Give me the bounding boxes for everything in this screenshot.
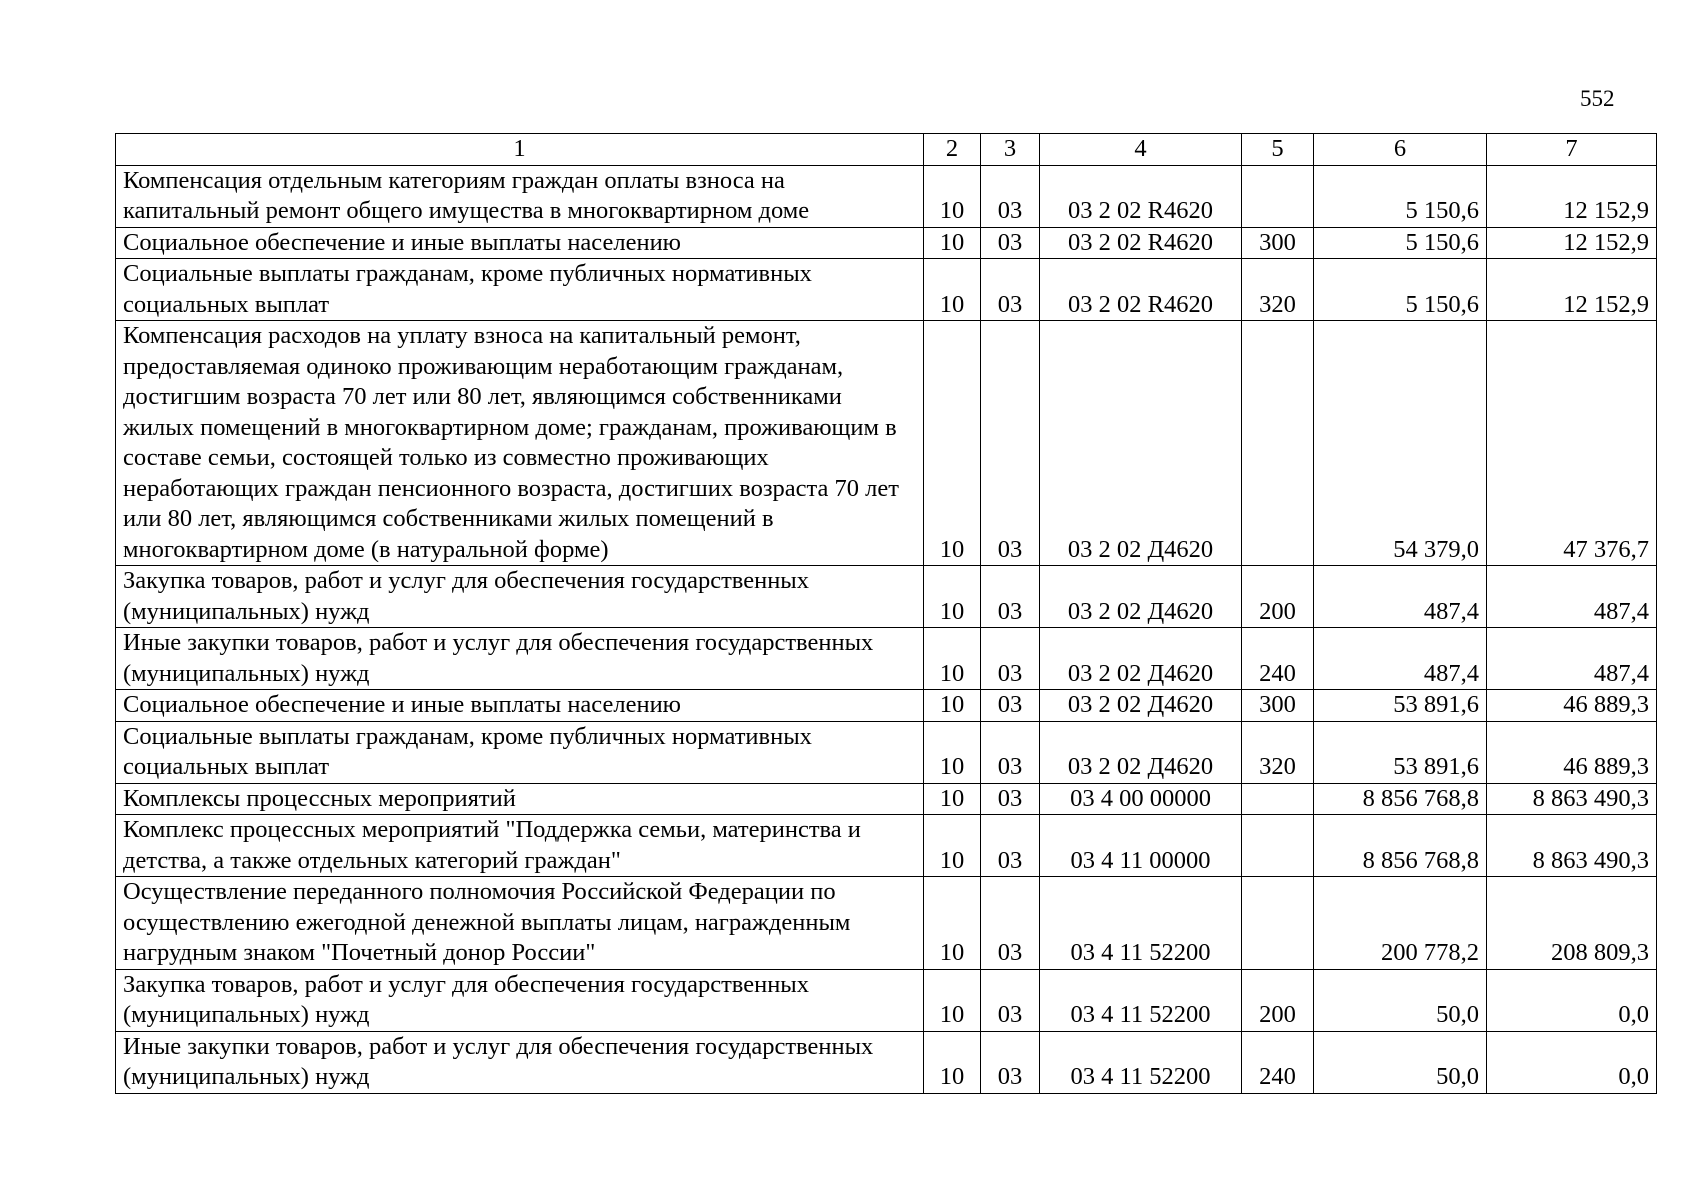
section-code: 10: [924, 783, 981, 815]
amount-col-7: 47 376,7: [1487, 321, 1657, 566]
target-article-code: 03 4 11 00000: [1040, 815, 1242, 877]
row-name: Комплексы процессных мероприятий: [116, 783, 924, 815]
amount-col-7: 0,0: [1487, 1031, 1657, 1093]
expense-type-code: 200: [1242, 969, 1314, 1031]
table-row: [116, 628, 1657, 690]
table-row: [116, 259, 1657, 321]
target-article-code: 03 4 11 52200: [1040, 877, 1242, 970]
section-code: 10: [924, 1031, 981, 1093]
target-article-code: 03 2 02 R4620: [1040, 259, 1242, 321]
target-article-code: 03 4 11 52200: [1040, 969, 1242, 1031]
row-name: Компенсация отдельным категориям граждан оплаты взноса на капитальный ремонт общего имущества в многоквартирном доме: [116, 165, 924, 227]
row-name: Социальное обеспечение и иные выплаты населению: [116, 690, 924, 722]
budget-table: [115, 133, 1657, 1094]
expense-type-code: 300: [1242, 227, 1314, 259]
amount-col-6: 8 856 768,8: [1314, 783, 1487, 815]
subsection-code: 03: [981, 1031, 1040, 1093]
expense-type-code: 320: [1242, 259, 1314, 321]
amount-col-6: 53 891,6: [1314, 690, 1487, 722]
table-row: [116, 566, 1657, 628]
amount-col-6: 50,0: [1314, 1031, 1487, 1093]
row-name: Социальные выплаты гражданам, кроме публичных нормативных социальных выплат: [116, 721, 924, 783]
amount-col-6: 5 150,6: [1314, 259, 1487, 321]
row-name: Осуществление переданного полномочия Российской Федерации по осуществлению ежегодной денежной выплаты лицам, награжденным нагрудным знаком "Почетный донор России": [116, 877, 924, 970]
section-code: 10: [924, 969, 981, 1031]
subsection-code: 03: [981, 321, 1040, 566]
target-article-code: 03 4 11 52200: [1040, 1031, 1242, 1093]
table-row: [116, 165, 1657, 227]
section-code: 10: [924, 321, 981, 566]
table-row: [116, 815, 1657, 877]
section-code: 10: [924, 628, 981, 690]
table-row: [116, 690, 1657, 722]
target-article-code: 03 2 02 Д4620: [1040, 721, 1242, 783]
header-col-4: 4: [1040, 134, 1242, 166]
subsection-code: 03: [981, 969, 1040, 1031]
subsection-code: 03: [981, 628, 1040, 690]
amount-col-7: 46 889,3: [1487, 721, 1657, 783]
section-code: 10: [924, 690, 981, 722]
expense-type-code: [1242, 165, 1314, 227]
amount-col-7: 12 152,9: [1487, 259, 1657, 321]
row-name: Социальные выплаты гражданам, кроме публичных нормативных социальных выплат: [116, 259, 924, 321]
expense-type-code: 240: [1242, 628, 1314, 690]
header-col-2: 2: [924, 134, 981, 166]
section-code: 10: [924, 165, 981, 227]
amount-col-6: 5 150,6: [1314, 227, 1487, 259]
row-name: Закупка товаров, работ и услуг для обеспечения государственных (муниципальных) нужд: [116, 566, 924, 628]
page-number: 552: [1580, 86, 1615, 111]
amount-col-7: 12 152,9: [1487, 165, 1657, 227]
amount-col-7: 12 152,9: [1487, 227, 1657, 259]
table-row: [116, 877, 1657, 970]
header-col-6: 6: [1314, 134, 1487, 166]
row-name: Иные закупки товаров, работ и услуг для обеспечения государственных (муниципальных) нужд: [116, 1031, 924, 1093]
section-code: 10: [924, 877, 981, 970]
amount-col-6: 487,4: [1314, 628, 1487, 690]
amount-col-7: 8 863 490,3: [1487, 783, 1657, 815]
subsection-code: 03: [981, 566, 1040, 628]
target-article-code: 03 2 02 Д4620: [1040, 628, 1242, 690]
expense-type-code: [1242, 815, 1314, 877]
target-article-code: 03 2 02 Д4620: [1040, 321, 1242, 566]
amount-col-6: 54 379,0: [1314, 321, 1487, 566]
table-row: [116, 321, 1657, 566]
expense-type-code: 320: [1242, 721, 1314, 783]
table-row: [116, 1031, 1657, 1093]
expense-type-code: [1242, 877, 1314, 970]
target-article-code: 03 2 02 Д4620: [1040, 566, 1242, 628]
table-body: [116, 165, 1657, 1093]
subsection-code: 03: [981, 259, 1040, 321]
expense-type-code: 300: [1242, 690, 1314, 722]
target-article-code: 03 4 00 00000: [1040, 783, 1242, 815]
header-col-1: 1: [116, 134, 924, 166]
target-article-code: 03 2 02 R4620: [1040, 227, 1242, 259]
subsection-code: 03: [981, 165, 1040, 227]
target-article-code: 03 2 02 R4620: [1040, 165, 1242, 227]
subsection-code: 03: [981, 721, 1040, 783]
table-row: [116, 783, 1657, 815]
amount-col-6: 53 891,6: [1314, 721, 1487, 783]
expense-type-code: [1242, 783, 1314, 815]
header-col-7: 7: [1487, 134, 1657, 166]
amount-col-6: 8 856 768,8: [1314, 815, 1487, 877]
expense-type-code: 240: [1242, 1031, 1314, 1093]
amount-col-7: 8 863 490,3: [1487, 815, 1657, 877]
subsection-code: 03: [981, 690, 1040, 722]
section-code: 10: [924, 259, 981, 321]
subsection-code: 03: [981, 815, 1040, 877]
header-row: [116, 134, 1657, 166]
subsection-code: 03: [981, 783, 1040, 815]
row-name: Комплекс процессных мероприятий "Поддержка семьи, материнства и детства, а также отдельных категорий граждан": [116, 815, 924, 877]
row-name: Закупка товаров, работ и услуг для обеспечения государственных (муниципальных) нужд: [116, 969, 924, 1031]
section-code: 10: [924, 566, 981, 628]
amount-col-7: 0,0: [1487, 969, 1657, 1031]
header-col-3: 3: [981, 134, 1040, 166]
amount-col-6: 200 778,2: [1314, 877, 1487, 970]
expense-type-code: [1242, 321, 1314, 566]
amount-col-6: 487,4: [1314, 566, 1487, 628]
amount-col-7: 487,4: [1487, 628, 1657, 690]
amount-col-6: 5 150,6: [1314, 165, 1487, 227]
header-col-5: 5: [1242, 134, 1314, 166]
row-name: Компенсация расходов на уплату взноса на капитальный ремонт, предоставляемая одиноко проживающим неработающим гражданам, достигшим возраста 70 лет или 80 лет, являющимся собственниками жилых помещений в многоквартирном доме; гражданам, проживающим в составе семьи, состоящей только из совместно проживающих неработающих граждан пенсионного возраста, достигших возраста 70 лет или 80 лет, являющимся собственниками жилых помещений в многоквартирном доме (в натуральной форме): [116, 321, 924, 566]
row-name: Социальное обеспечение и иные выплаты населению: [116, 227, 924, 259]
section-code: 10: [924, 227, 981, 259]
section-code: 10: [924, 815, 981, 877]
subsection-code: 03: [981, 227, 1040, 259]
section-code: 10: [924, 721, 981, 783]
amount-col-7: 208 809,3: [1487, 877, 1657, 970]
table-row: [116, 227, 1657, 259]
amount-col-6: 50,0: [1314, 969, 1487, 1031]
subsection-code: 03: [981, 877, 1040, 970]
expense-type-code: 200: [1242, 566, 1314, 628]
target-article-code: 03 2 02 Д4620: [1040, 690, 1242, 722]
amount-col-7: 46 889,3: [1487, 690, 1657, 722]
table-row: [116, 969, 1657, 1031]
table-row: [116, 721, 1657, 783]
row-name: Иные закупки товаров, работ и услуг для обеспечения государственных (муниципальных) нужд: [116, 628, 924, 690]
amount-col-7: 487,4: [1487, 566, 1657, 628]
